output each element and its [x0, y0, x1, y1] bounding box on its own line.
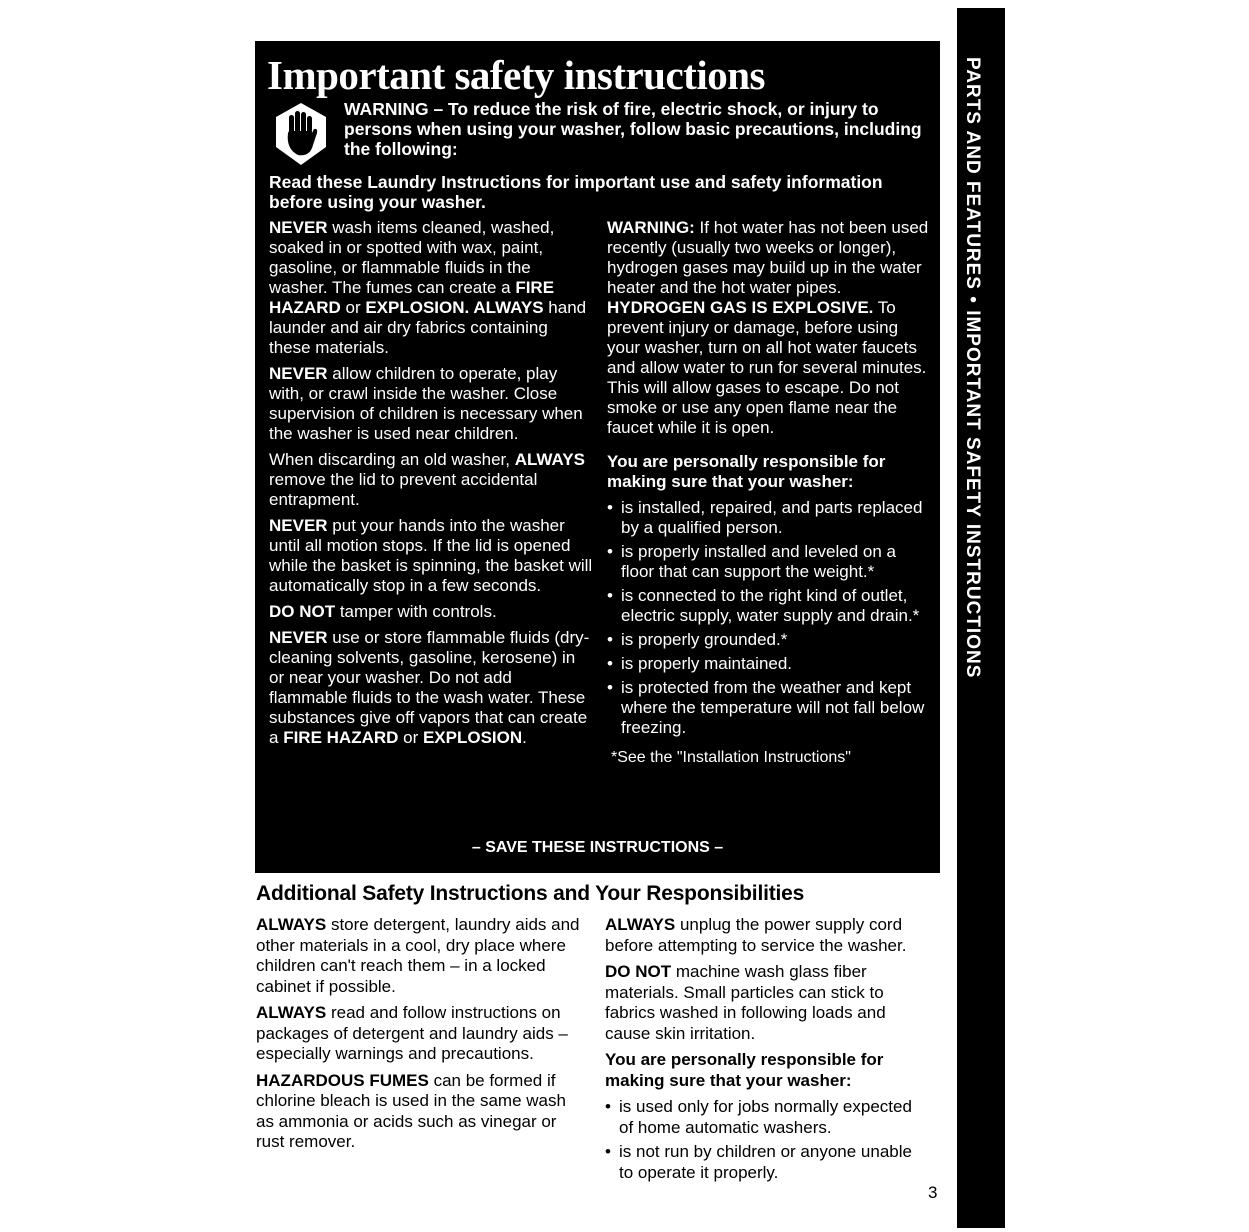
additional-right-column: [605, 915, 929, 1187]
paragraph: DO NOT machine wash glass fiber materials. Small particles can stick to fabrics washed in following loads and cause skin irritation.: [605, 962, 886, 1043]
responsibility-list: [607, 498, 932, 738]
additional-section-title: Additional Safety Instructions and Your Responsibilities: [256, 882, 805, 905]
safety-left-column: [269, 218, 594, 754]
read-instructions-note: Read these Laundry Instructions for important use and safety information before using your washer.: [269, 172, 883, 212]
responsible-heading: You are personally responsible for making sure that your washer:: [607, 452, 886, 491]
list-item: • is protected from the weather and kept where the temperature will not fall below freezing.: [607, 678, 932, 738]
additional-left-column: [256, 915, 580, 1159]
list-item: • is installed, repaired, and parts replaced by a qualified person.: [607, 498, 932, 538]
paragraph: NEVER put your hands into the washer until all motion stops. If the lid is opened while the basket is spinning, the basket will automatically stop in a few seconds.: [269, 516, 593, 595]
side-tab-label: PARTS AND FEATURES • IMPORTANT SAFETY INSTRUCTIONS: [962, 57, 983, 679]
list-item: • is properly maintained.: [607, 654, 932, 674]
paragraph: ALWAYS unplug the power supply cord before attempting to service the washer.: [605, 915, 907, 955]
paragraph: ALWAYS store detergent, laundry aids and other materials in a cool, dry place where children can't reach them – in a locked cabinet if possible.: [256, 915, 580, 996]
paragraph: NEVER allow children to operate, play with, or crawl inside the washer. Close supervision of children is necessary when the washer is used near children.: [269, 364, 583, 443]
paragraph: NEVER wash items cleaned, washed, soaked in or spotted with wax, paint, gasoline, or flammable fluids in the washer. The fumes can create a FIRE HAZARD or EXPLOSION. ALWAYS hand launder and air dry fabrics containing these materials.: [269, 218, 587, 357]
list-item: • is connected to the right kind of outlet, electric supply, water supply and drain.*: [607, 586, 932, 626]
list-item: • is properly grounded.*: [607, 630, 932, 650]
save-instructions-line: – SAVE THESE INSTRUCTIONS –: [471, 839, 724, 856]
page-number: 3: [928, 1183, 938, 1202]
paragraph: NEVER use or store flammable fluids (dry-cleaning solvents, gasoline, kerosene) in or near your washer. Do not add flammable fluids to the wash water. These substances give off vapors that can create a FIRE HAZARD or EXPLOSION.: [269, 628, 590, 747]
paragraph: ALWAYS read and follow instructions on packages of detergent and laundry aids – especially warnings and precautions.: [256, 1003, 568, 1063]
list-item: • is not run by children or anyone unable to operate it properly.: [605, 1142, 929, 1183]
paragraph: DO NOT tamper with controls.: [269, 602, 497, 621]
paragraph: WARNING: If hot water has not been used recently (usually two weeks or longer), hydrogen gases may build up in the water heater and the hot water pipes. HYDROGEN GAS IS EXPLOSIVE. To prevent injury or damage, before using your washer, turn on all hot water faucets and allow water to run for several minutes. This will allow gases to escape. Do not smoke or use any open flame near the faucet while it is open.: [607, 218, 929, 437]
paragraph: HAZARDOUS FUMES can be formed if chlorine bleach is used in the same wash as ammonia or acids such as vinegar or rust remover.: [256, 1070, 566, 1151]
list-item: • is used only for jobs normally expected of home automatic washers.: [605, 1097, 929, 1138]
footnote: *See the "Installation Instructions": [611, 749, 851, 766]
hand-stop-icon: [273, 101, 329, 167]
list-item: • is properly installed and leveled on a floor that can support the weight.*: [607, 542, 932, 582]
safety-right-column: [607, 218, 932, 768]
safety-instructions-box: [255, 41, 940, 873]
page-title: Important safety instructions: [267, 52, 765, 98]
paragraph: When discarding an old washer, ALWAYS remove the lid to prevent accidental entrapment.: [269, 450, 585, 509]
responsibility-list: [605, 1097, 929, 1183]
responsible-heading: You are personally responsible for making sure that your washer:: [605, 1050, 884, 1090]
warning-heading: WARNING – To reduce the risk of fire, electric shock, or injury to persons when using your washer, follow basic precautions, including the following:: [344, 99, 922, 159]
